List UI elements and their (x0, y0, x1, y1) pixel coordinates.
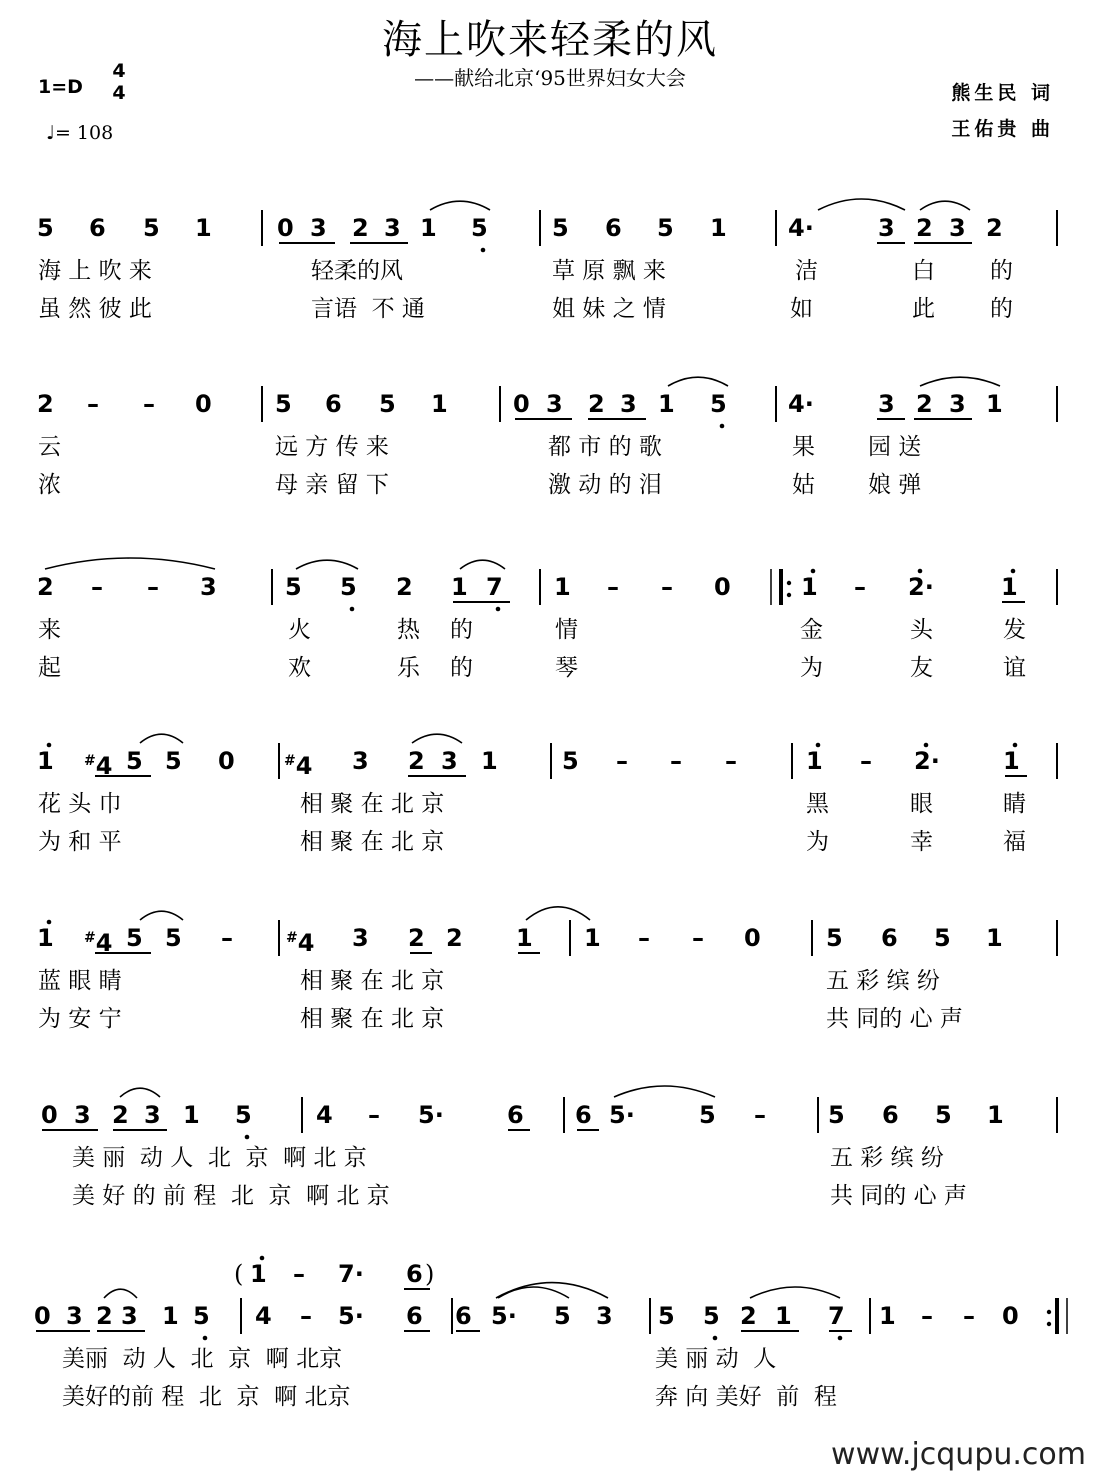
lyric-verse-1: 果 (792, 434, 815, 460)
note: 2 (37, 390, 54, 418)
note: 2 (916, 390, 933, 418)
note: – (921, 1302, 933, 1330)
note: 3 (121, 1302, 138, 1330)
lyric-verse-2: 的 (990, 296, 1013, 322)
slur (750, 1287, 840, 1298)
note: 6 (455, 1302, 472, 1330)
note: 5 (935, 1101, 952, 1129)
lyric-verse-2: 言语 不 通 (311, 296, 425, 322)
lyric-verse-1: 海 上 吹 来 (38, 258, 152, 284)
note: 5 (126, 924, 143, 952)
lyric-verse-2: 福 (1003, 829, 1026, 855)
note: 7 (486, 573, 503, 601)
note: 1 (481, 747, 498, 775)
note: 1 (420, 214, 437, 242)
lyric-verse-2: 奔 向 美好 前 程 (655, 1384, 837, 1410)
note: 6 (89, 214, 106, 242)
slur (45, 558, 215, 569)
note: 5 (934, 924, 951, 952)
note: 3 (878, 214, 895, 242)
lyric-verse-1: 头 (910, 617, 933, 643)
note: – (670, 747, 682, 775)
note: 0 (195, 390, 212, 418)
note: 4· (788, 214, 814, 242)
note: 2 (37, 573, 54, 601)
lyric-verse-2: 琴 (555, 655, 578, 681)
note: 1 (710, 214, 727, 242)
note: 5 (165, 924, 182, 952)
note: 5 (235, 1101, 252, 1129)
note: 1 (431, 390, 448, 418)
lyric-verse-1: 五 彩 缤 纷 (826, 968, 940, 994)
note: – (661, 573, 673, 601)
note: 3 (441, 747, 458, 775)
repeat-dot (1047, 1322, 1051, 1326)
song-title: 海上吹来轻柔的风 (382, 17, 718, 63)
lyric-verse-2: 相 聚 在 北 京 (300, 829, 445, 855)
note: – (725, 747, 737, 775)
time-signature-top: 4 (112, 60, 126, 82)
note: #4 (284, 752, 313, 780)
lyric-verse-1: 美丽 动 人 北 京 啊 北京 (62, 1346, 343, 1372)
note: 0 (744, 924, 761, 952)
note: 1 (1003, 747, 1020, 775)
note: 2 (588, 390, 605, 418)
note: 2 (396, 573, 413, 601)
note: 5 (143, 214, 160, 242)
octave-dot (1011, 569, 1016, 574)
lyric-verse-2: 的 (450, 655, 473, 681)
lyric-verse-2: 母 亲 留 下 (275, 472, 389, 498)
octave-dot (811, 569, 816, 574)
note: – (87, 390, 99, 418)
octave-dot (838, 1336, 843, 1341)
note: 3 (949, 214, 966, 242)
note: – (616, 747, 628, 775)
lyric-verse-1: 五 彩 缤 纷 (830, 1145, 944, 1171)
note: 3 (310, 214, 327, 242)
note: 5 (554, 1302, 571, 1330)
note: 4· (788, 390, 814, 418)
note: 2· (908, 573, 934, 601)
lyric-verse-1: 火 (288, 617, 311, 643)
note: 2 (408, 924, 425, 952)
octave-dot (924, 743, 929, 748)
lyric-verse-1: 相 聚 在 北 京 (300, 968, 445, 994)
lyric-verse-2: 友 (910, 655, 933, 681)
note: 1 (879, 1302, 896, 1330)
note: 5 (126, 747, 143, 775)
watermark: www.jcqupu.com (831, 1437, 1086, 1472)
lyric-verse-1: 园 送 (868, 434, 922, 460)
paren-note: 6 (406, 1260, 423, 1288)
note: 6 (881, 924, 898, 952)
note: – (300, 1302, 312, 1330)
note: 6 (605, 214, 622, 242)
note: 5 (562, 747, 579, 775)
note: 0 (714, 573, 731, 601)
note: 1 (516, 924, 533, 952)
note: 5· (491, 1302, 517, 1330)
note: – (854, 573, 866, 601)
lyric-verse-1: 蓝 眼 睛 (38, 968, 122, 994)
note: 5 (826, 924, 843, 952)
lyric-verse-1: 相 聚 在 北 京 (300, 791, 445, 817)
note: 1 (451, 573, 468, 601)
note: 1 (658, 390, 675, 418)
lyric-verse-2: 为 (806, 829, 829, 855)
note: 2 (446, 924, 463, 952)
note: 4 (316, 1101, 333, 1129)
lyric-verse-2: 欢 (288, 655, 311, 681)
lyric-verse-2: 共 同的 心 声 (826, 1006, 963, 1032)
lyric-verse-2: 为 安 宁 (38, 1006, 122, 1032)
lyric-verse-1: 的 (450, 617, 473, 643)
octave-dot (47, 743, 52, 748)
note: 0 (277, 214, 294, 242)
slur (614, 1086, 715, 1097)
note: 1 (801, 573, 818, 601)
octave-dot (713, 1336, 718, 1341)
lyric-verse-2: 相 聚 在 北 京 (300, 1006, 445, 1032)
paren-note: ( (234, 1260, 244, 1288)
slur (430, 201, 490, 210)
note: 6 (507, 1101, 524, 1129)
lyric-verse-1: 来 (38, 617, 61, 643)
note: 1 (775, 1302, 792, 1330)
lyric-verse-2: 共 同的 心 声 (830, 1183, 967, 1209)
note: 0 (34, 1302, 51, 1330)
note: 2 (916, 214, 933, 242)
key-signature: 1=D (38, 76, 83, 98)
note: 5 (285, 573, 302, 601)
note: 3 (546, 390, 563, 418)
note: #4 (84, 752, 113, 780)
lyric-verse-2: 美好的前 程 北 京 啊 北京 (62, 1384, 351, 1410)
note: 5 (379, 390, 396, 418)
lyric-verse-1: 美 丽 动 人 北 京 啊 北 京 (72, 1145, 367, 1171)
time-signature-bottom: 4 (112, 82, 126, 104)
note: – (607, 573, 619, 601)
note: 5 (340, 573, 357, 601)
note: 2 (112, 1101, 129, 1129)
composer-credit: 王佑贵 曲 (951, 118, 1054, 140)
note: 3 (949, 390, 966, 418)
note: 1 (183, 1101, 200, 1129)
tempo-value: = 108 (54, 122, 114, 144)
lyric-verse-1: 云 (38, 434, 61, 460)
note: 3 (200, 573, 217, 601)
note: 0 (41, 1101, 58, 1129)
note: 1 (806, 747, 823, 775)
slur (526, 907, 590, 920)
note: 3 (384, 214, 401, 242)
note: – (91, 573, 103, 601)
slur (668, 377, 728, 386)
note: 3 (66, 1302, 83, 1330)
paren-note: 1 (250, 1260, 267, 1288)
lyric-verse-1: 黑 (806, 791, 829, 817)
song-subtitle: ——献给北京‘95世界妇女大会 (414, 66, 686, 90)
note: 5 (552, 214, 569, 242)
note: 5 (657, 214, 674, 242)
slur (920, 377, 1000, 386)
note: 5 (710, 390, 727, 418)
note: 5 (658, 1302, 675, 1330)
slur (412, 734, 462, 743)
note: 3 (878, 390, 895, 418)
note: 2 (740, 1302, 757, 1330)
lyric-verse-2: 乐 (397, 655, 420, 681)
note: 5 (828, 1101, 845, 1129)
note: – (221, 924, 233, 952)
note: – (368, 1101, 380, 1129)
note: 4 (255, 1302, 272, 1330)
note: – (963, 1302, 975, 1330)
slur (140, 734, 183, 743)
note: 5· (338, 1302, 364, 1330)
lyric-verse-2: 起 (38, 655, 61, 681)
lyric-verse-2: 姑 (792, 472, 815, 498)
note: – (147, 573, 159, 601)
octave-dot (260, 1256, 265, 1261)
repeat-dot (787, 581, 791, 585)
note: 2· (914, 747, 940, 775)
lyric-verse-2: 此 (912, 296, 935, 322)
note: #4 (84, 929, 113, 957)
note: 3 (596, 1302, 613, 1330)
lyric-verse-1: 洁 (795, 258, 818, 284)
note: 3 (144, 1101, 161, 1129)
note: 5 (703, 1302, 720, 1330)
note: 1 (554, 573, 571, 601)
note: – (143, 390, 155, 418)
lyric-verse-1: 的 (990, 258, 1013, 284)
paren-note: ) (425, 1260, 435, 1288)
note: 3 (74, 1101, 91, 1129)
note: – (638, 924, 650, 952)
note: 1 (1001, 573, 1018, 601)
slur (296, 560, 358, 569)
lyric-verse-2: 谊 (1003, 655, 1026, 681)
note: 5· (418, 1101, 444, 1129)
lyric-verse-1: 热 (397, 617, 420, 643)
note: 5 (165, 747, 182, 775)
slur (120, 1088, 160, 1097)
lyric-verse-1: 远 方 传 来 (275, 434, 389, 460)
octave-dot (203, 1336, 208, 1341)
lyric-verse-1: 发 (1003, 617, 1026, 643)
octave-dot (816, 743, 821, 748)
note: 6 (406, 1302, 423, 1330)
lyric-verse-2: 幸 (910, 829, 933, 855)
repeat-dot (787, 593, 791, 597)
note: 0 (1002, 1302, 1019, 1330)
note: 6 (575, 1101, 592, 1129)
slur (104, 1289, 137, 1298)
octave-dot (1013, 743, 1018, 748)
slur (460, 560, 505, 569)
note: 0 (218, 747, 235, 775)
note: – (860, 747, 872, 775)
note: 1 (37, 747, 54, 775)
note: 1 (195, 214, 212, 242)
octave-dot (350, 607, 355, 612)
note: 5 (471, 214, 488, 242)
lyricist-credit: 熊生民 词 (951, 82, 1054, 104)
note: 5 (275, 390, 292, 418)
note: 2 (986, 214, 1003, 242)
note: 5 (193, 1302, 210, 1330)
note: 3 (352, 924, 369, 952)
note: #4 (286, 929, 315, 957)
lyric-verse-1: 白 (912, 258, 935, 284)
lyric-verse-2: 为 和 平 (38, 829, 122, 855)
note: 1 (162, 1302, 179, 1330)
note: 6 (882, 1101, 899, 1129)
note: 2 (352, 214, 369, 242)
octave-dot (918, 569, 923, 574)
octave-dot (245, 1135, 250, 1140)
note: – (692, 924, 704, 952)
note: 2 (408, 747, 425, 775)
lyric-verse-1: 眼 (910, 791, 933, 817)
octave-dot (496, 607, 501, 612)
slur (140, 911, 183, 920)
note: 1 (986, 390, 1003, 418)
lyric-verse-1: 草 原 飘 来 (552, 258, 666, 284)
slur (818, 199, 905, 210)
note: 5 (699, 1101, 716, 1129)
note: 3 (352, 747, 369, 775)
octave-dot (47, 920, 52, 925)
lyric-verse-2: 美 好 的 前 程 北 京 啊 北 京 (72, 1183, 390, 1209)
note: 6 (325, 390, 342, 418)
slur (920, 201, 970, 210)
lyric-verse-1: 美 丽 动 人 (655, 1346, 777, 1372)
note: 0 (513, 390, 530, 418)
repeat-dot (1047, 1310, 1051, 1314)
paren-note: 7· (338, 1260, 364, 1288)
lyric-verse-1: 睛 (1003, 791, 1026, 817)
quarter-note-icon: ♩ (46, 122, 55, 144)
note: 5 (37, 214, 54, 242)
octave-dot (720, 424, 725, 429)
note: 1 (584, 924, 601, 952)
note: 5· (609, 1101, 635, 1129)
note: 1 (37, 924, 54, 952)
lyric-verse-1: 都 市 的 歌 (548, 434, 662, 460)
note: 1 (987, 1101, 1004, 1129)
octave-dot (481, 248, 486, 253)
lyric-verse-2: 如 (790, 296, 813, 322)
lyric-verse-1: 轻柔的风 (311, 258, 403, 284)
note: 2 (96, 1302, 113, 1330)
note: 3 (620, 390, 637, 418)
note: – (754, 1101, 766, 1129)
lyric-verse-2: 激 动 的 泪 (548, 472, 662, 498)
lyric-verse-2: 虽 然 彼 此 (38, 296, 152, 322)
lyric-verse-2: 浓 (38, 472, 61, 498)
lyric-verse-2: 为 (800, 655, 823, 681)
lyric-verse-1: 花 头 巾 (38, 791, 122, 817)
lyric-verse-2: 姐 妹 之 情 (552, 296, 666, 322)
lyric-verse-1: 金 (800, 617, 823, 643)
note: 7 (828, 1302, 845, 1330)
lyric-verse-2: 娘 弹 (868, 472, 922, 498)
lyric-verse-1: 情 (555, 617, 578, 643)
paren-note: – (293, 1260, 305, 1288)
note: 1 (986, 924, 1003, 952)
